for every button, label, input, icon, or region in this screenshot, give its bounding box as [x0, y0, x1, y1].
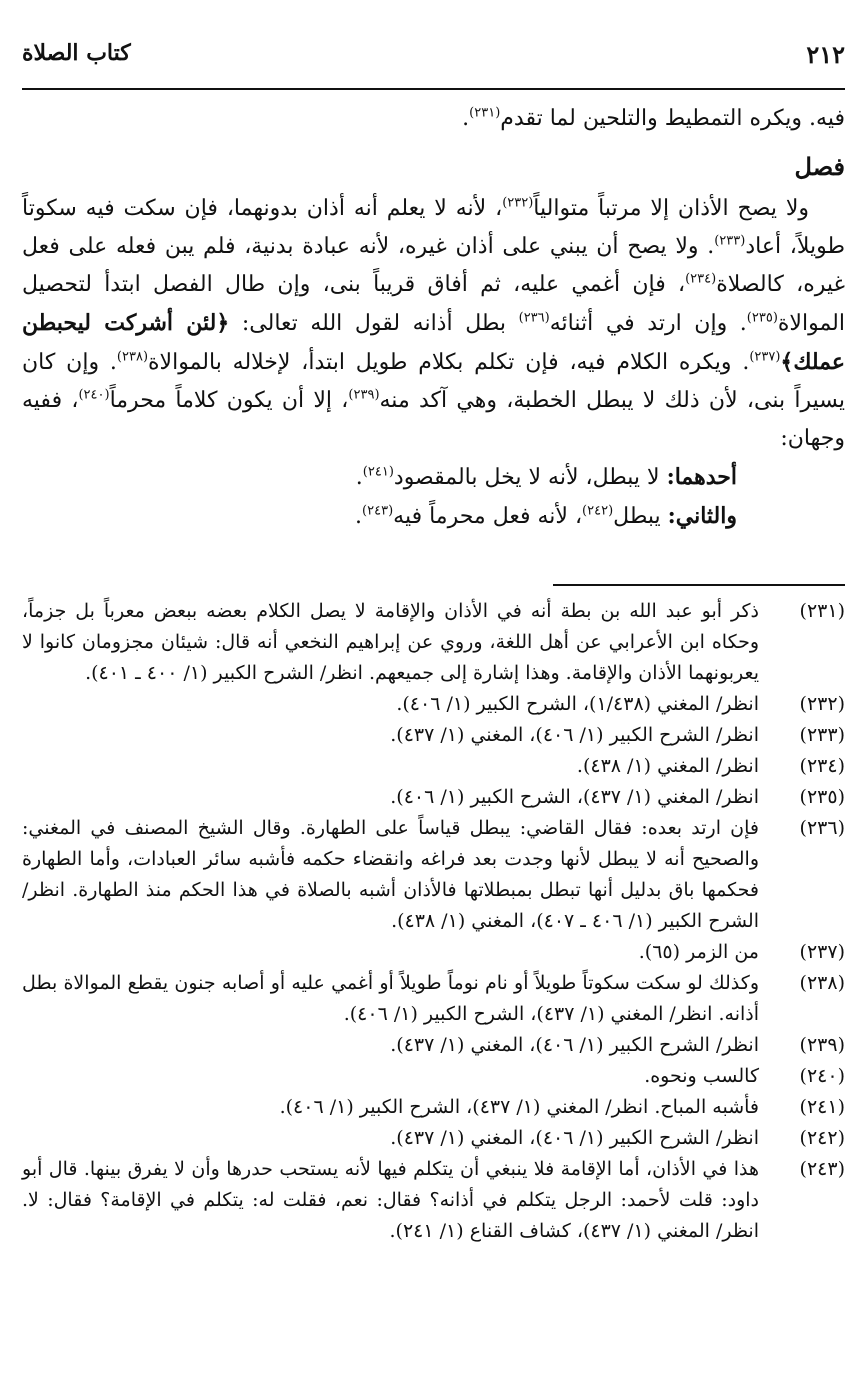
footnote — [22, 720, 845, 751]
second-opinion-text: يبطل — [613, 504, 668, 529]
para-text: ، ففيه وجهان: — [22, 388, 845, 451]
section-heading: فصل — [794, 152, 845, 181]
footnote — [22, 1030, 845, 1061]
footnote-text: انظر/ المغني (١/٤٣٨)، الشرح الكبير (١/ ٤٠٦). — [396, 693, 759, 715]
quran-verse: ﴿لئن أشركت ليحبطن عملك﴾ — [22, 310, 845, 375]
footnote-text: انظر/ المغني (١/ ٤٣٧)، الشرح الكبير (١/ ٤٠٦). — [390, 786, 759, 808]
footnote — [22, 1092, 845, 1123]
footnote-number: (٢٣٦) — [799, 817, 845, 839]
footnote-ref: (٢٣٧) — [749, 349, 781, 365]
footnote-ref: (٢٣٣) — [714, 233, 746, 249]
footnote-ref: (٢٣٦) — [518, 310, 550, 326]
running-title: كتاب الصلاة — [22, 40, 131, 66]
footnote-ref: (٢٤١) — [362, 464, 394, 480]
footnote-text: ذكر أبو عبد الله بن بطة أنه في الأذان والإقامة لا يصل الكلام بعضه ببعض معرباً بل جزماً، وحكاه ابن الأعرابي عن أهل اللغة، وروي عن إبراهيم النخعي أنه قال: شيئان مجزومان كانوا لا يعربونهما الأذان والإقامة. وهذا إشارة إلى جميعهم. انظر/ الشرح الكبير (١/ ٤٠٠ ـ ٤٠١). — [22, 600, 759, 684]
footnote-text: فإن ارتد بعده: فقال القاضي: يبطل قياساً على الطهارة. وقال الشيخ المصنف في المغني: والصحيح أنه لا يبطل لأنها وجدت بعد فراغه وانقضاء حكمه فأشبه سائر العبادات، وأما الطهارة فحكمها باق بدليل أنها تبطل بمبطلاتها فالأذان أشبه بالصلاة في هذا الحكم منذ الطهارة. انظر/ الشرح الكبير (١/ ٤٠٦ ـ ٤٠٧)، المغني (١/ ٤٣٨). — [22, 817, 759, 932]
footnote — [22, 1123, 845, 1154]
footnote-ref: (٢٣٤) — [685, 271, 717, 287]
footnote-ref: (٢٣٢) — [502, 195, 534, 211]
footnote-number: (٢٣١) — [799, 600, 845, 622]
footnote — [22, 813, 845, 937]
punctuation: . — [355, 465, 363, 490]
first-opinion-text: لا يبطل، لأنه لا يخل بالمقصود — [393, 465, 667, 490]
second-opinion-text: ، لأنه فعل محرماً فيه — [393, 504, 583, 529]
footnote-text: انظر/ الشرح الكبير (١/ ٤٠٦)، المغني (١/ ٤٣٧). — [390, 1034, 759, 1056]
footnote-text: كالسب ونحوه. — [644, 1065, 759, 1087]
footnote-number: (٢٣٢) — [799, 693, 845, 715]
intro-line: فيه. ويكره التمطيط والتلحين لما تقدم$^{(٢٣١)}$. — [462, 105, 845, 131]
footnote-text: فأشبه المباح. انظر/ المغني (١/ ٤٣٧)، الشرح الكبير (١/ ٤٠٦). — [279, 1096, 759, 1118]
intro-text: فيه. ويكره التمطيط والتلحين لما تقدم — [500, 106, 845, 131]
footnote — [22, 968, 845, 1030]
footnote-number: (٢٤٣) — [799, 1158, 845, 1180]
footnote-text: هذا في الأذان، أما الإقامة فلا ينبغي أن يتكلم فيها لأنه يستحب حدرها وأن لا يفرق بينها. قال أبو داود: قلت لأحمد: الرجل يتكلم في أذانه؟ فقال: نعم، فقلت له: يتكلم في الإقامة؟ فقال: لا. انظر/ المغني (١/ ٤٣٧)، كشاف القناع (١/ ٢٤١). — [22, 1158, 759, 1242]
para-text: . ولا يصح أن يبني على أذان غيره، لأنه عبادة بدنية، فلم يبن فعله على فعل غيره، كالصلاة — [22, 234, 845, 297]
footnote-number: (٢٣٨) — [799, 972, 845, 994]
para-text: . وإن ارتد في أثنائه — [549, 311, 747, 336]
footnote-number: (٢٣٤) — [799, 755, 845, 777]
footnote-ref: (٢٤٠) — [78, 387, 110, 403]
first-opinion-label: أحدهما: — [666, 464, 737, 490]
punctuation: . — [355, 504, 363, 529]
main-text — [22, 100, 845, 536]
first-opinion — [22, 458, 845, 497]
footnote-text: من الزمر (٦٥). — [638, 941, 759, 963]
footnote-number: (٢٤٠) — [799, 1065, 845, 1087]
main-paragraph — [22, 190, 845, 458]
footnote — [22, 1061, 845, 1092]
footnote-ref: (٢٣٨) — [116, 349, 149, 365]
footnote — [22, 937, 845, 968]
footnote-text: انظر/ الشرح الكبير (١/ ٤٠٦)، المغني (١/ ٤٣٧). — [390, 724, 759, 746]
footnote-ref: (٢٣٩) — [348, 387, 380, 403]
footnote-number: (٢٣٩) — [799, 1034, 845, 1056]
para-text: ، إلا أن يكون كلاماً محرماً — [109, 388, 349, 413]
footnote-number: (٢٤٢) — [799, 1127, 845, 1149]
para-text: ولا يصح الأذان إلا مرتباً متوالياً — [533, 196, 810, 221]
footnote-text: وكذلك لو سكت سكوتاً طويلاً أو نام نوماً طويلاً أو أغمي عليه أو أصابه جنون يقطع الموالاة بطل أذانه. انظر/ المغني (١/ ٤٣٧)، الشرح الكبير (١/ ٤٠٦). — [22, 972, 759, 1025]
second-opinion-label: والثاني: — [667, 503, 737, 529]
footnotes — [22, 596, 845, 1247]
footnote-separator — [553, 584, 845, 586]
page-number: ٢١٢ — [806, 40, 845, 69]
footnote — [22, 689, 845, 720]
header-rule — [22, 88, 845, 90]
footnote — [22, 596, 845, 689]
footnote — [22, 782, 845, 813]
para-text: ، لأنه لا يعلم أنه أذان بدونهما، فإن سكت فيه سكوتاً طويلاً، أعاد — [22, 196, 845, 259]
footnote-ref: (٢٤٢) — [582, 503, 614, 519]
footnote-ref: (٢٣٥) — [746, 310, 778, 326]
second-opinion — [22, 497, 845, 536]
page-header — [22, 36, 845, 80]
footnote-text: انظر/ المغني (١/ ٤٣٨). — [576, 755, 759, 777]
footnote — [22, 1154, 845, 1247]
footnote-ref: (٢٣١) — [469, 105, 501, 121]
footnote-number: (٢٣٧) — [799, 941, 845, 963]
footnote-number: (٢٣٥) — [799, 786, 845, 808]
footnote-number: (٢٤١) — [799, 1096, 845, 1118]
para-text: بطل أذانه لقول الله تعالى: — [241, 311, 519, 336]
footnote-number: (٢٣٣) — [799, 724, 845, 746]
para-text: . ويكره الكلام فيه، فإن تكلم بكلام طويل ابتدأ، لإخلاله بالموالاة — [148, 350, 750, 375]
para-text: ، فإن أغمي عليه، ثم أفاق قريباً بنى، وإن طال الفصل ابتدأ لتحصيل الموالاة — [22, 272, 845, 336]
para-text: . وإن كان يسيراً بنى، لأن ذلك لا يبطل الخطبة، وهي آكد منه — [22, 350, 845, 413]
footnote — [22, 751, 845, 782]
footnote-text: انظر/ الشرح الكبير (١/ ٤٠٦)، المغني (١/ ٤٣٧). — [390, 1127, 759, 1149]
footnote-ref: (٢٤٣) — [362, 503, 394, 519]
